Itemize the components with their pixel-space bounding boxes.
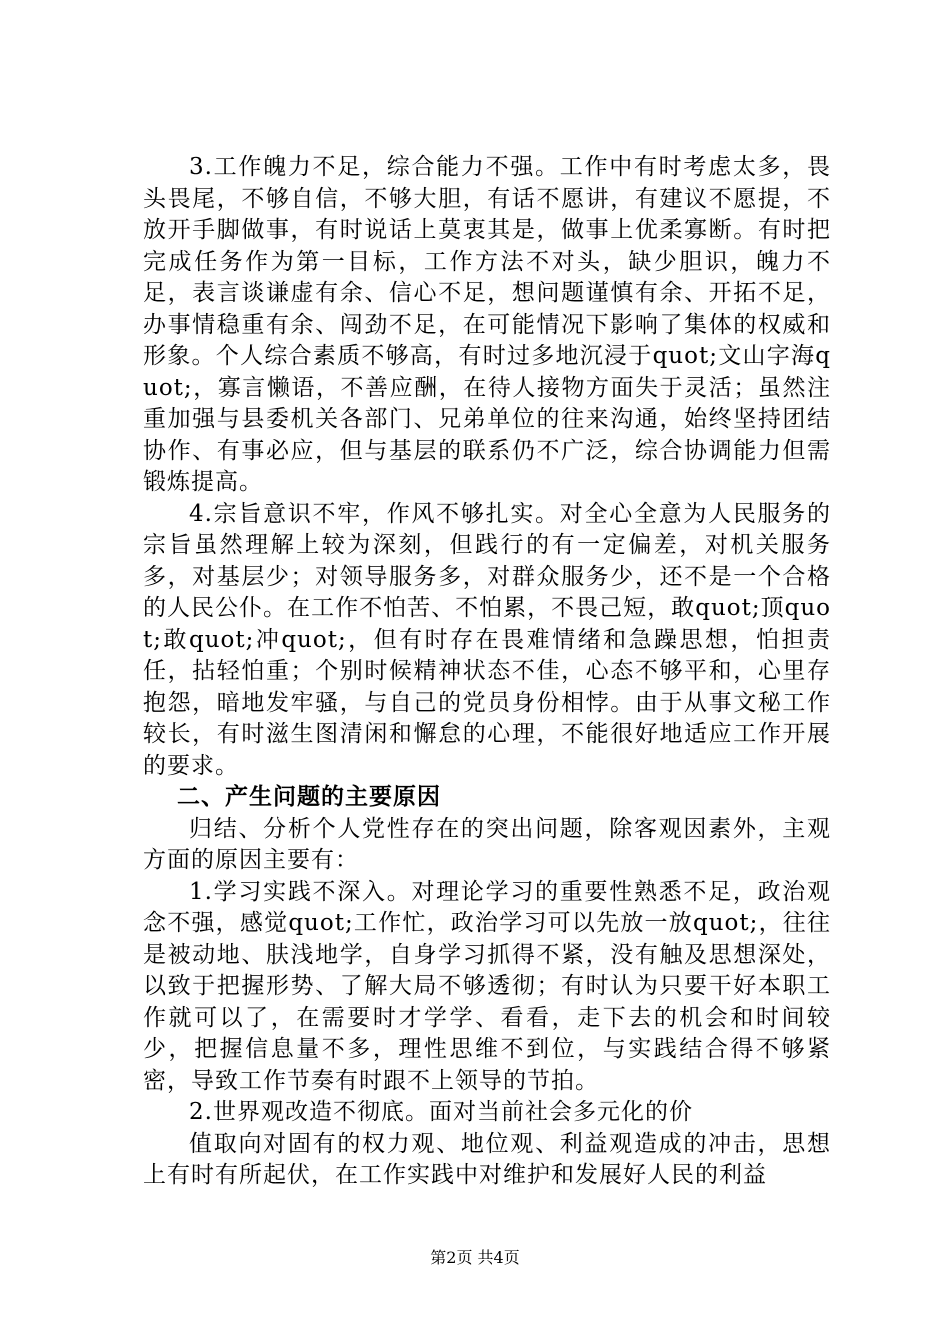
paragraph-causes-intro: 归结、分析个人党性存在的突出问题，除客观因素外，主观方面的原因主要有： <box>143 815 831 873</box>
paragraph-worldview: 2.世界观改造不彻底。面对当前社会多元化的价 <box>189 1099 693 1125</box>
paragraph-value-orientation: 值取向对固有的权力观、地位观、利益观造成的冲击，思想上有时有所起伏，在工作实践中对维护和发展好人民的利益 <box>143 1130 831 1188</box>
page-footer: 第2页 共4页 <box>430 1248 520 1267</box>
paragraph-work-courage: 3.工作魄力不足，综合能力不强。工作中有时考虑太多，畏头畏尾，不够自信，不够大胆，有话不愿讲，有建议不愿提，不放开手脚做事，有时说话上莫衷其是，做事上优柔寡断。有时把完成任务作为第一目标，工作方法不对头，缺少胆识，魄力不足，表言谈谦虚有余、信心不足，想问题谨慎有余、开拓不足，办事情稳重有余、闯劲不足，在可能情况下影响了集体的权威和形象。个人综合素质不够高，有时过多地沉浸于quot;文山字海quot;，寡言懒语，不善应酬，在待人接物方面失于灵活；虽然注重加强与县委机关各部门、兄弟单位的往来沟通，始终坚持团结协作、有事必应，但与基层的联系仍不广泛，综合协调能力但需锻炼提高。 <box>143 154 831 495</box>
document-body <box>143 152 831 1192</box>
paragraph-purpose-awareness: 4.宗旨意识不牢，作风不够扎实。对全心全意为人民服务的宗旨虽然理解上较为深刻，但践行的有一定偏差，对机关服务多，对基层少；对领导服务多，对群众服务少，还不是一个合格的人民公仆。在工作不怕苦、不怕累，不畏己短，敢quot;顶quot;敢quot;冲quot;，但有时存在畏难情绪和急躁思想，怕担责任，拈轻怕重；个别时候精神状态不佳，心态不够平和，心里存抱怨，暗地发牢骚，与自己的党员身份相悖。由于从事文秘工作较长，有时滋生图清闲和懈怠的心理，不能很好地适应工作开展的要求。 <box>143 500 831 779</box>
section-heading-causes: 二、产生问题的主要原因 <box>177 784 441 810</box>
paragraph-study-practice: 1.学习实践不深入。对理论学习的重要性熟悉不足，政治观念不强，感觉quot;工作忙，政治学习可以先放一放quot;，往往是被动地、肤浅地学，自身学习抓得不紧，没有触及思想深处，以致于把握形势、了解大局不够透彻；有时认为只要干好本职工作就可以了，在需要时才学学、看看，走下去的机会和时间较少，把握信息量不多，理性思维不到位，与实践结合得不够紧密，导致工作节奏有时跟不上领导的节拍。 <box>143 878 831 1094</box>
